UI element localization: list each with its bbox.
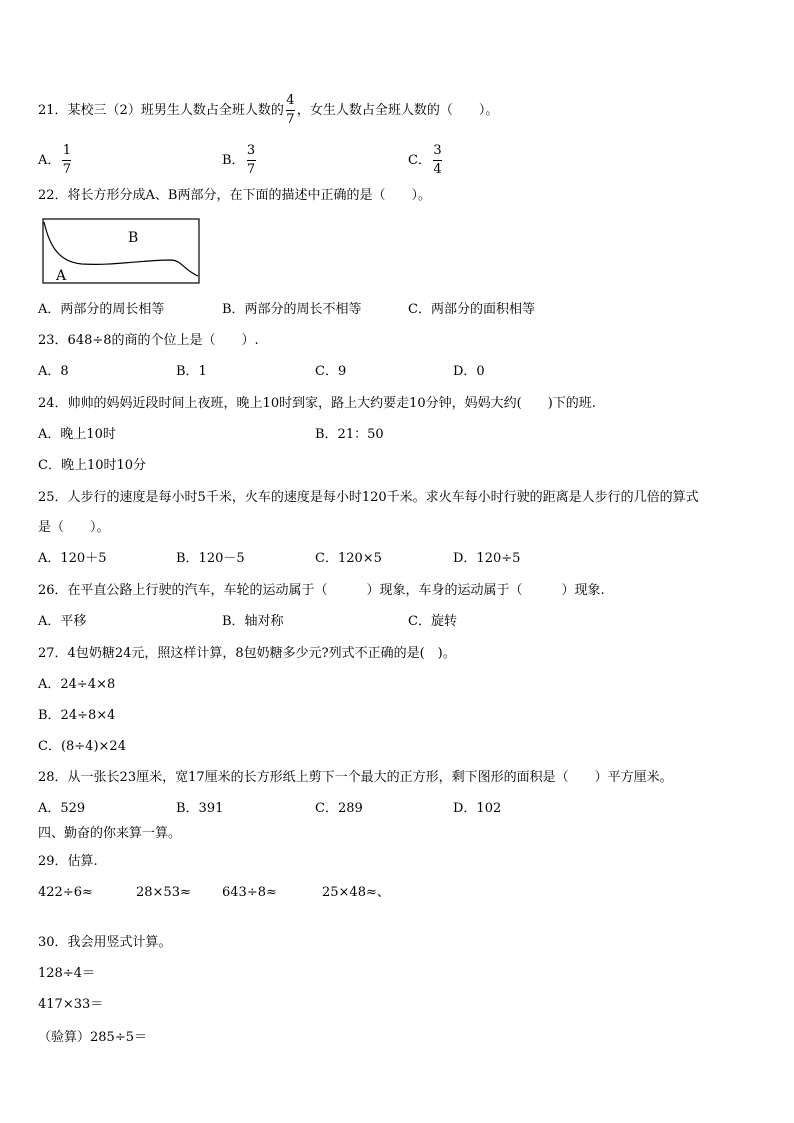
frac-den: 4 — [433, 162, 442, 177]
figure-label-a: A — [56, 268, 67, 284]
q24-option-c: C．晚上10时10分 — [38, 458, 147, 473]
q25-option-b: B．120－5 — [176, 551, 245, 566]
q23-option-a: A．8 — [38, 364, 69, 379]
q26-option-c: C．旋转 — [408, 614, 457, 629]
q27-option-c: C．(8÷4)×24 — [38, 739, 126, 754]
q21-frac-den: 7 — [286, 112, 295, 127]
frac-num: 3 — [433, 143, 442, 158]
q25-option-a: A．120＋5 — [38, 551, 107, 566]
option-label: C． — [408, 153, 431, 168]
q23-option-d: D．0 — [453, 364, 485, 379]
q21-frac-num: 4 — [286, 93, 295, 108]
option-fraction — [433, 144, 442, 177]
q23-option-c: C．9 — [315, 364, 347, 379]
figure-dividing-curve — [44, 222, 198, 276]
q21-fraction — [286, 94, 295, 127]
q25-stem-line2: 是（ ）。 — [38, 520, 110, 535]
q28-stem: 28．从一张长23厘米，宽17厘米的长方形纸上剪下一个最大的正方形，剩下图形的面积是（ ）平方厘米。 — [38, 770, 673, 785]
q22-option-a: A．两部分的周长相等 — [38, 302, 165, 317]
figure-rectangle-outline — [43, 219, 199, 283]
frac-den: 7 — [62, 162, 72, 177]
q29-item-4: 25×48≈、 — [322, 885, 390, 900]
q23-stem: 23．648÷8的商的个位上是（ ）. — [38, 333, 259, 348]
q25-option-c: C．120×5 — [315, 551, 382, 566]
q21-prefix: 21．某校三（2）班男生人数占全班人数的 — [38, 103, 284, 118]
q29-item-3: 643÷8≈ — [222, 885, 277, 900]
q29-item-2: 28×53≈ — [136, 885, 191, 900]
q27-stem: 27．4包奶糖24元，照这样计算，8包奶糖多少元?列式不正确的是( )。 — [38, 646, 456, 661]
q24-option-b: B．21：50 — [315, 427, 384, 442]
section-four-heading: 四、勤奋的你来算一算。 — [38, 826, 182, 841]
q26-stem: 26．在平直公路上行驶的汽车，车轮的运动属于（ ）现象，车身的运动属于（ ）现象. — [38, 583, 605, 598]
q30-item-2: 417×33＝ — [38, 997, 104, 1012]
frac-den: 7 — [246, 162, 256, 177]
q21-option-c — [408, 144, 444, 177]
q22-rectangle-figure — [42, 218, 200, 284]
q28-option-d: D．102 — [453, 801, 502, 816]
q23-option-b: B．1 — [176, 364, 207, 379]
q25-stem-line1: 25．人步行的速度是每小时5千米，火车的速度是每小时120千米。求火车每小时行驶的距离是人步行的几倍的算式 — [38, 490, 699, 505]
q24-stem: 24．帅帅的妈妈近段时间上夜班，晚上10时到家，路上大约要走10分钟，妈妈大约( )下的班. — [38, 396, 596, 411]
option-fraction — [247, 144, 256, 177]
q21-option-b — [222, 144, 258, 177]
q22-option-c: C．两部分的面积相等 — [408, 302, 535, 317]
q22-option-b: B．两部分的周长不相等 — [222, 302, 362, 317]
q21-option-a — [38, 144, 73, 177]
q24-option-a: A．晚上10时 — [38, 427, 116, 442]
q25-option-d: D．120÷5 — [453, 551, 521, 566]
frac-num: 3 — [246, 143, 256, 158]
q28-option-b: B．391 — [176, 801, 224, 816]
q22-stem: 22．将长方形分成A、B两部分，在下面的描述中正确的是（ ）。 — [38, 188, 431, 203]
q21-suffix: ，女生人数占全班人数的（ ）。 — [296, 103, 499, 118]
option-fraction — [62, 144, 71, 177]
q21-stem — [38, 94, 498, 127]
q26-option-a: A．平移 — [38, 614, 87, 629]
q30-item-1: 128÷4＝ — [38, 966, 95, 981]
option-label: B． — [222, 153, 245, 168]
figure-label-b: B — [128, 230, 139, 246]
q26-option-b: B．轴对称 — [222, 614, 284, 629]
q27-option-a: A．24÷4×8 — [38, 677, 116, 692]
q28-option-a: A．529 — [38, 801, 86, 816]
option-label: A． — [38, 153, 61, 168]
q29-item-1: 422÷6≈ — [38, 885, 93, 900]
frac-num: 1 — [62, 143, 72, 158]
q29-stem: 29．估算. — [38, 854, 98, 869]
q28-option-c: C．289 — [315, 801, 363, 816]
q30-stem: 30．我会用竖式计算。 — [38, 935, 172, 950]
q27-option-b: B．24÷8×4 — [38, 708, 116, 723]
q30-item-3: （验算）285÷5＝ — [38, 1030, 147, 1045]
